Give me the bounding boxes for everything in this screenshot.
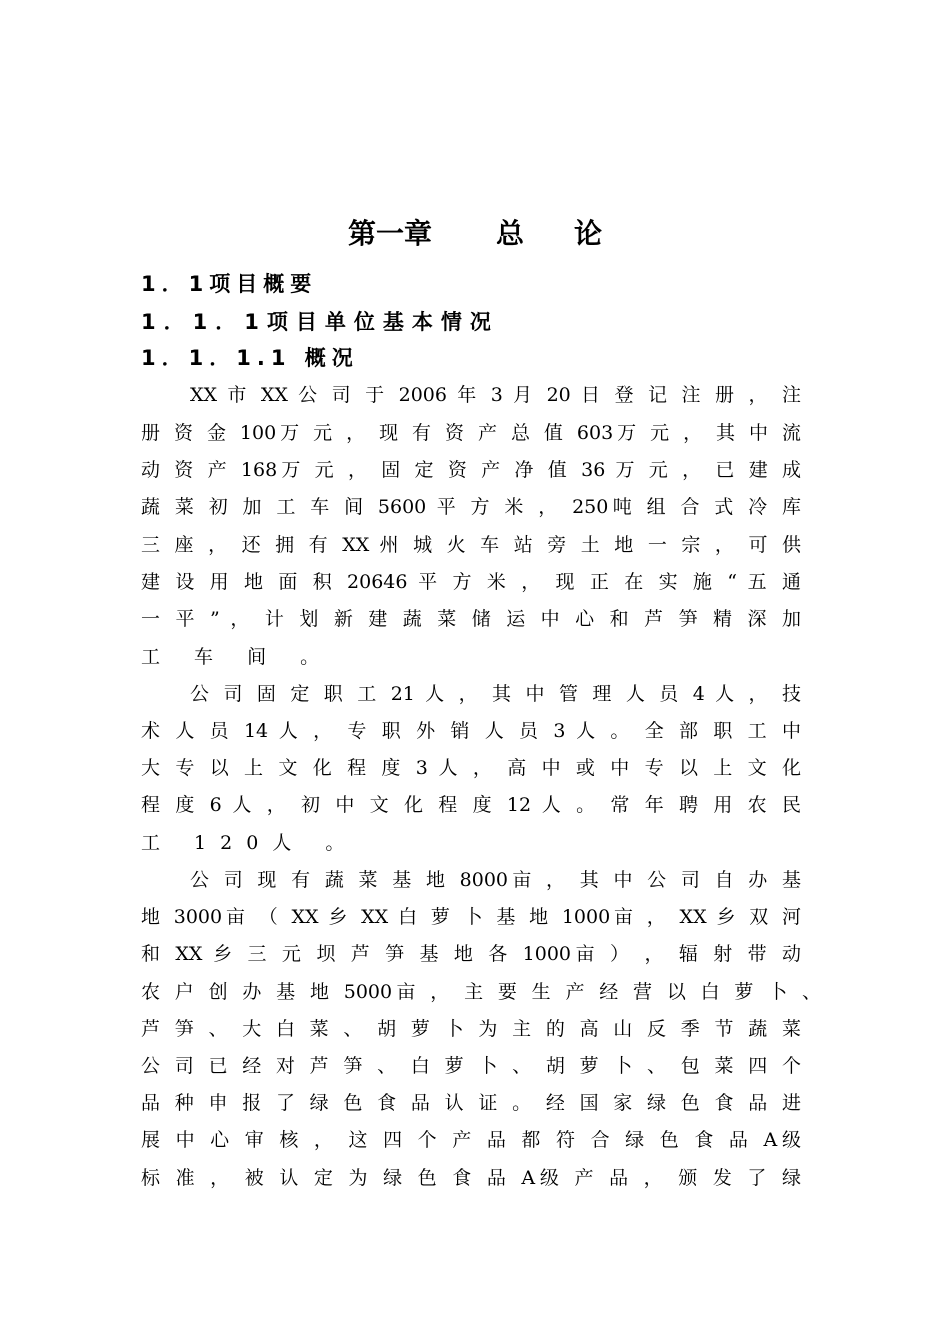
paragraph-line: 公 司 固 定 职 工 21 人 ， 其 中 管 理 人 员 4 人 ， 技 (190, 683, 801, 705)
paragraph-line: 三 座 ， 还 拥 有 XX 州 城 火 车 站 旁 土 地 一 宗 ， 可 供 (141, 534, 801, 556)
chapter-title-number: 第一章 (347, 217, 432, 250)
section-heading-1-1-1-1: 1．1．1.1 概况 (141, 346, 359, 370)
paragraph-line: 蔬 菜 初 加 工 车 间 5600 平 方 米 ， 250吨 组 合 式 冷 库 (141, 496, 801, 518)
section-heading-1-1: 1．1项目概要 (141, 272, 318, 296)
paragraph-line: 一 平 ” ， 计 划 新 建 蔬 菜 储 运 中 心 和 芦 笋 精 深 加 (141, 608, 801, 630)
chapter-title-word-1: 总 (495, 217, 524, 250)
paragraph-line: 地 3000亩 （ XX 乡 XX 白 萝 卜 基 地 1000亩 ， XX 乡 双 河 (141, 906, 801, 928)
section-heading-1-1-1: 1．1．1项目单位基本情况 (141, 310, 499, 334)
paragraph-line: 册 资 金 100万 元 ， 现 有 资 产 总 值 603万 元 ， 其 中 流 (141, 422, 801, 444)
paragraph-line: 品 种 申 报 了 绿 色 食 品 认 证 。 经 国 家 绿 色 食 品 进 (141, 1092, 801, 1114)
paragraph-line: 工 车 间 。 (141, 646, 334, 668)
paragraph-line: 展 中 心 审 核 ， 这 四 个 产 品 都 符 合 绿 色 食 品 A级 (141, 1129, 801, 1151)
paragraph-line: 建 设 用 地 面 积 20646 平 方 米 ， 现 正 在 实 施 “ 五 通 (141, 571, 801, 593)
paragraph-line: 标 准 ， 被 认 定 为 绿 色 食 品 A级 产 品 ， 颁 发 了 绿 (141, 1167, 801, 1189)
chapter-title (0, 212, 950, 256)
paragraph-line: 和 XX 乡 三 元 坝 芦 笋 基 地 各 1000亩 ） ， 辐 射 带 动 (141, 943, 801, 965)
paragraph-line: 程 度 6 人 ， 初 中 文 化 程 度 12 人 。 常 年 聘 用 农 民 (141, 794, 801, 816)
chapter-title-word-2: 论 (574, 217, 603, 250)
paragraph-line: 芦 笋 、 大 白 菜 、 胡 萝 卜 为 主 的 高 山 反 季 节 蔬 菜 (141, 1018, 801, 1040)
paragraph-line: XX 市 XX 公 司 于 2006 年 3 月 20 日 登 记 注 册 ， 注 (190, 384, 801, 406)
paragraph-line: 公 司 已 经 对 芦 笋 、 白 萝 卜 、 胡 萝 卜 、 包 菜 四 个 (141, 1055, 801, 1077)
paragraph-line: 工 120人 。 (141, 832, 359, 854)
paragraph-line: 术 人 员 14 人 ， 专 职 外 销 人 员 3 人 。 全 部 职 工 中 (141, 720, 801, 742)
paragraph-line: 大 专 以 上 文 化 程 度 3 人 ， 高 中 或 中 专 以 上 文 化 (141, 757, 801, 779)
paragraph-line: 农 户 创 办 基 地 5000亩 ， 主 要 生 产 经 营 以 白 萝 卜 、 (141, 981, 821, 1003)
paragraph-line: 公 司 现 有 蔬 菜 基 地 8000亩 ， 其 中 公 司 自 办 基 (190, 869, 801, 891)
paragraph-line: 动 资 产 168万 元 ， 固 定 资 产 净 值 36 万 元 ， 已 建 成 (141, 459, 801, 481)
